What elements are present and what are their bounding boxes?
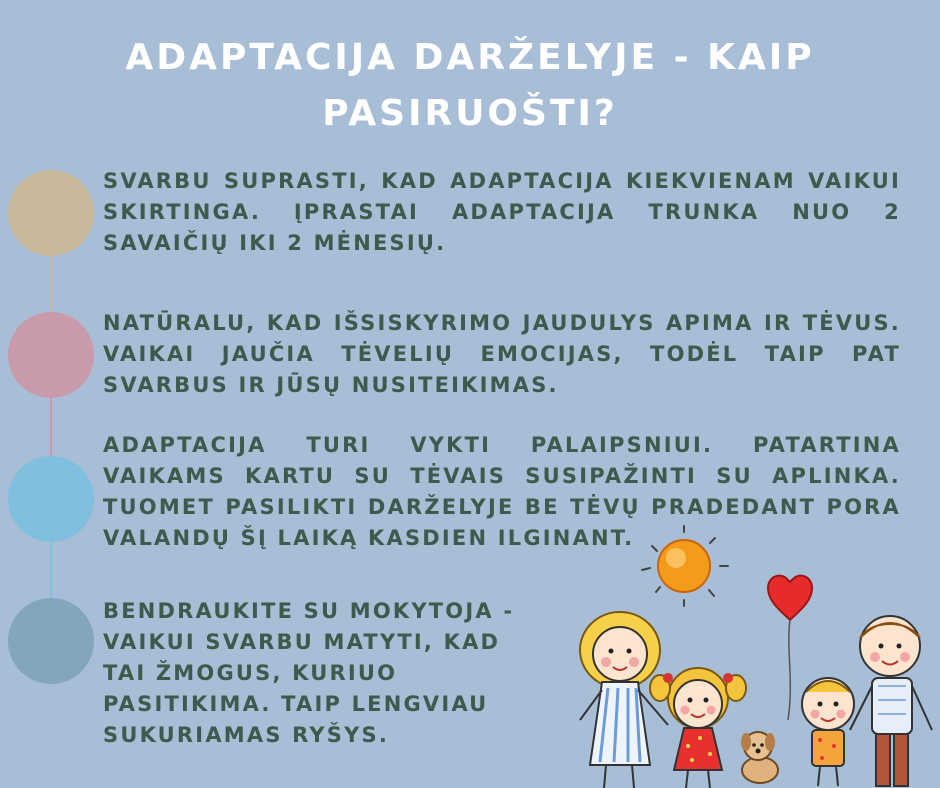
boy-figure: [802, 678, 854, 786]
dog-figure: [741, 732, 778, 783]
father-figure: [850, 616, 932, 786]
timeline-line-2: [50, 398, 52, 456]
tip-paragraph-3: ADAPTACIJA TURI VYKTI PALAIPSNIUI. PATARTINA VAIKAMS KARTU SU TĖVAIS SUSIPAŽINTI SU APLINKA. TUOMET PASILIKTI DARŽELYJE BE TĖVŲ PRADEDANT PORA VALANDŲ ŠĮ LAIKĄ KASDIEN ILGINANT.: [103, 433, 901, 550]
girl-figure: [650, 668, 746, 788]
page-title: ADAPTACIJA DARŽELYJE - KAIP PASIRUOŠTI?: [125, 37, 815, 134]
tip-paragraph-4: BENDRAUKITE SU MOKYTOJA - VAIKUI SVARBU MATYTI, KAD TAI ŽMOGUS, KURIUO PASITIKIMA. TAIP LENGVIAU SUKURIAMAS RYŠYS.: [103, 599, 515, 747]
timeline-line-1: [50, 256, 52, 312]
timeline-dot-4: [8, 598, 94, 684]
family-illustration: [560, 520, 940, 788]
timeline-dot-2: [8, 312, 94, 398]
sun-icon: [642, 526, 728, 606]
tip-paragraph-1: SVARBU SUPRASTI, KAD ADAPTACIJA KIEKVIENAM VAIKUI SKIRTINGA. ĮPRASTAI ADAPTACIJA TRUNKA NUO 2 SAVAIČIŲ IKI 2 MĖNESIŲ.: [103, 169, 901, 255]
timeline-line-3: [50, 542, 52, 598]
tip-paragraph-2: NATŪRALU, KAD IŠSISKYRIMO JAUDULYS APIMA IR TĖVUS. VAIKAI JAUČIA TĖVELIŲ EMOCIJAS, TODĖL TAIP PAT SVARBUS IR JŪSŲ NUSITEIKIMAS.: [103, 311, 901, 397]
timeline-dot-1: [8, 170, 94, 256]
timeline-dot-3: [8, 456, 94, 542]
